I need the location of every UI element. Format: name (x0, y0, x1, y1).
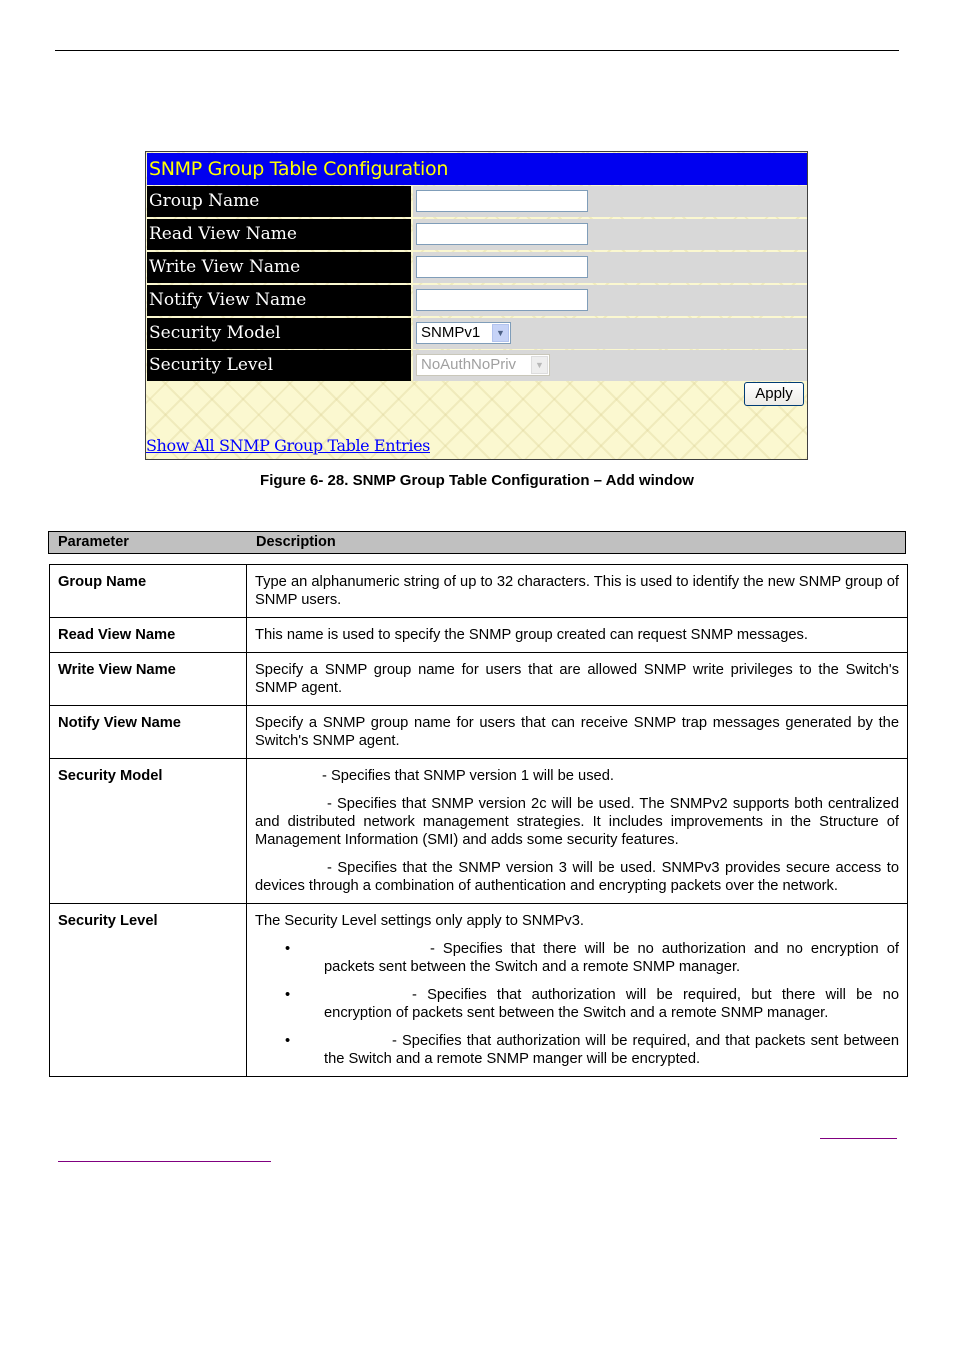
group-name-input[interactable] (416, 190, 588, 212)
param-desc: This name is used to specify the SNMP group created can request SNMP messages. (247, 618, 908, 653)
security-model-label: Security Model (147, 318, 411, 349)
header-rule (55, 50, 899, 51)
row-write-view-name (147, 252, 807, 283)
param-name: Security Model (50, 759, 247, 904)
write-view-name-label: Write View Name (147, 252, 411, 283)
notify-view-name-cell (413, 285, 807, 316)
param-name: Group Name (50, 565, 247, 618)
list-item (255, 1032, 899, 1068)
bullet-text: - Specifies that authorization will be required, but there will be no encryption of packets sent between the Switch and a remote SNMP manager. (324, 987, 899, 1021)
chevron-down-icon[interactable]: ▼ (492, 324, 509, 342)
param-desc (247, 904, 908, 1077)
read-view-name-cell (413, 219, 807, 250)
param-desc (247, 759, 908, 904)
table-row (50, 759, 908, 904)
write-view-name-input[interactable] (416, 256, 588, 278)
security-level-label: Security Level (147, 350, 411, 381)
chevron-down-icon: ▼ (531, 356, 548, 374)
snmp-group-config-panel (145, 151, 808, 460)
param-desc: Specify a SNMP group name for users that can receive SNMP trap messages generated by the Switch's SNMP agent. (247, 706, 908, 759)
security-model-cell (413, 318, 807, 349)
row-group-name (147, 186, 807, 217)
bullet-text: - Specifies that there will be no authorization and no encryption of packets sent between the Switch and a remote SNMP manager. (324, 941, 899, 975)
read-view-name-label: Read View Name (147, 219, 411, 250)
link-underline[interactable] (820, 1138, 897, 1139)
notify-view-name-label: Notify View Name (147, 285, 411, 316)
bullet-icon: • (285, 987, 291, 1003)
desc-paragraph: - Specifies that the SNMP version 3 will be used. SNMPv3 provides secure access to devices through a combination of authentication and encrypting packets over the network. (255, 860, 899, 894)
security-level-select (416, 354, 550, 376)
bullet-text: - Specifies that authorization will be required, and that packets sent between the Switch and a remote SNMP manger will be encrypted. (324, 1033, 899, 1067)
table-row (50, 653, 908, 706)
list-item (255, 940, 899, 976)
security-model-select[interactable] (416, 322, 511, 344)
parameter-description-table (49, 564, 908, 1077)
list-item (255, 986, 899, 1022)
param-desc: Specify a SNMP group name for users that are allowed SNMP write privileges to the Switch's SNMP agent. (247, 653, 908, 706)
param-name: Read View Name (50, 618, 247, 653)
security-model-value: SNMPv1 (421, 324, 481, 341)
group-name-cell (413, 186, 807, 217)
table-row (50, 565, 908, 618)
link-underline[interactable] (58, 1161, 271, 1162)
apply-button[interactable]: Apply (744, 382, 804, 406)
panel-title: SNMP Group Table Configuration (147, 153, 807, 185)
param-name: Write View Name (50, 653, 247, 706)
table-row (50, 904, 908, 1077)
table-row (50, 618, 908, 653)
bullet-icon: • (285, 1033, 291, 1049)
security-level-cell (413, 350, 807, 381)
row-read-view-name (147, 219, 807, 250)
header-parameter: Parameter (58, 534, 129, 550)
write-view-name-cell (413, 252, 807, 283)
security-level-value: NoAuthNoPriv (421, 356, 517, 373)
row-security-level (147, 350, 807, 381)
row-security-model (147, 318, 807, 349)
group-name-label: Group Name (147, 186, 411, 217)
bullet-icon: • (285, 941, 291, 957)
desc-paragraph: - Specifies that SNMP version 2c will be used. The SNMPv2 supports both centralized and distributed network management strategies. It includes improvements in the Structure of Management Information (SMI) and adds some security features. (255, 796, 899, 848)
show-all-entries-link[interactable]: Show All SNMP Group Table Entries (146, 436, 430, 455)
header-description: Description (256, 534, 336, 550)
param-name: Notify View Name (50, 706, 247, 759)
desc-paragraph: - Specifies that SNMP version 1 will be used. (322, 768, 614, 784)
notify-view-name-input[interactable] (416, 289, 588, 311)
row-notify-view-name (147, 285, 807, 316)
parameter-table-header (48, 531, 906, 554)
param-name: Security Level (50, 904, 247, 1077)
table-row (50, 706, 908, 759)
desc-paragraph: The Security Level settings only apply to SNMPv3. (255, 913, 584, 929)
read-view-name-input[interactable] (416, 223, 588, 245)
figure-caption: Figure 6- 28. SNMP Group Table Configuration – Add window (260, 472, 694, 489)
param-desc: Type an alphanumeric string of up to 32 characters. This is used to identify the new SNMP group of SNMP users. (247, 565, 908, 618)
